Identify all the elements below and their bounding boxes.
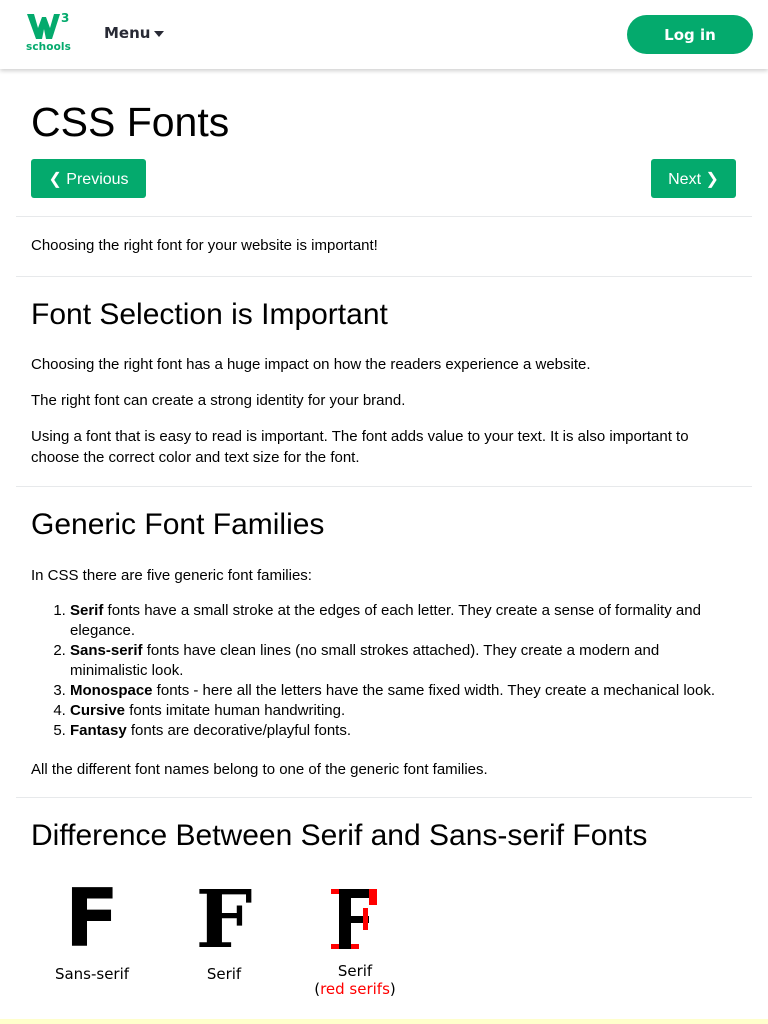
serif-example [178, 872, 270, 983]
font-family-list [31, 601, 731, 741]
serif-caption: Serif [206, 965, 242, 983]
serif-red-example [300, 879, 410, 998]
divider [16, 276, 752, 277]
list-item-desc: fonts have a small stroke at the edges of each letter. They create a sense of formality and elegance. [70, 602, 701, 639]
logo-text: schools [26, 41, 71, 53]
list-item-term: Sans-serif [70, 642, 143, 659]
list-item-desc: fonts have clean lines (no small strokes attached). They create a modern and minimalistic look. [70, 642, 660, 679]
w3schools-logo[interactable] [26, 12, 76, 56]
list-item [70, 681, 731, 701]
serif-red-caption: Serif [337, 962, 373, 980]
login-button[interactable]: Log in [627, 15, 753, 54]
previous-button[interactable]: ❮ Previous [31, 159, 146, 198]
list-item [70, 641, 731, 681]
divider [16, 486, 752, 487]
paragraph: In CSS there are five generic font families: [31, 567, 312, 584]
section-heading-serif-vs-sans: Difference Between Serif and Sans-serif Fonts [31, 819, 648, 852]
serif-red-letter-graphic [325, 879, 385, 959]
section-heading-font-selection: Font Selection is Important [31, 298, 388, 331]
list-item-term: Serif [70, 602, 104, 619]
menu-label: Menu [104, 24, 151, 42]
paragraph: Using a font that is easy to read is important. The font adds value to your text. It is also important to choose the correct color and text size for the font. [31, 428, 689, 466]
bottom-ad-strip [0, 1019, 768, 1024]
paragraph: The right font can create a strong identity for your brand. [31, 392, 406, 409]
intro-text: Choosing the right font for your website is important! [31, 237, 378, 254]
paren: ) [389, 980, 396, 998]
list-item-term: Monospace [70, 682, 153, 699]
divider [16, 216, 752, 217]
paragraph: All the different font names belong to one of the generic font families. [31, 761, 488, 778]
list-item [70, 721, 731, 741]
red-serifs-label: red serifs [320, 980, 390, 998]
paragraph: Choosing the right font has a huge impact on how the readers experience a website. [31, 356, 591, 373]
sans-serif-example [42, 872, 142, 983]
section-heading-generic-families: Generic Font Families [31, 508, 325, 541]
top-navbar [0, 0, 768, 69]
caret-down-icon [154, 31, 164, 37]
w3-logo-icon [26, 12, 60, 40]
list-item-term: Cursive [70, 702, 126, 719]
logo-superscript: 3 [61, 11, 70, 25]
sans-serif-letter: F [64, 872, 120, 965]
serif-letter: F [195, 872, 253, 966]
list-item [70, 701, 731, 721]
divider [16, 797, 752, 798]
menu-button[interactable] [104, 24, 164, 42]
page-title: CSS Fonts [31, 99, 230, 145]
paren: ( [314, 980, 321, 998]
list-item-desc: fonts - here all the letters have the same fixed width. They create a mechanical look. [152, 682, 716, 699]
list-item-desc: fonts imitate human handwriting. [125, 702, 346, 719]
list-item-desc: fonts are decorative/playful fonts. [126, 722, 351, 739]
serif-red-note [300, 980, 410, 998]
list-item [70, 601, 731, 641]
sans-serif-caption: Sans-serif [54, 965, 130, 983]
list-item-term: Fantasy [70, 722, 127, 739]
next-button[interactable]: Next ❯ [651, 159, 736, 198]
